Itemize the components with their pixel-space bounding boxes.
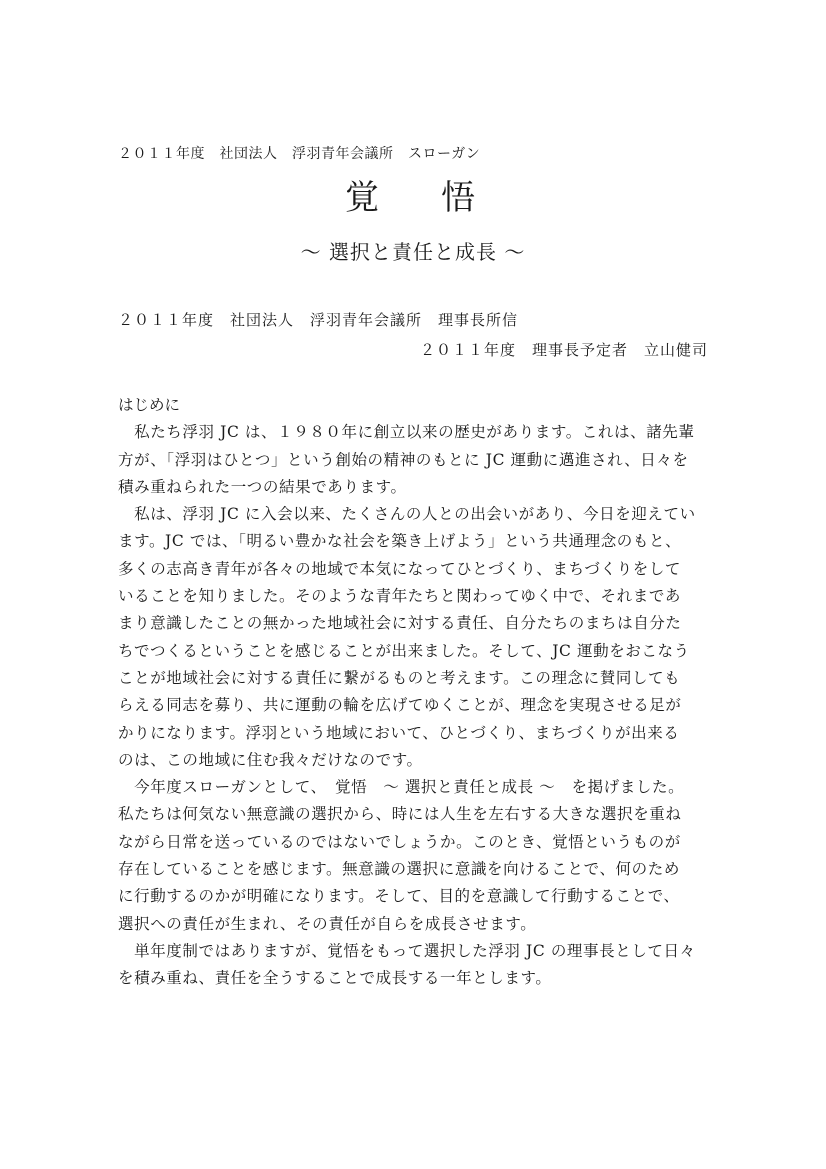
- body-line: 私たちは何気ない無意識の選択から、時には人生を左右する大きな選択を重ね: [118, 805, 682, 824]
- body-line: らえる同志を募り、共に運動の輪を広げてゆくことが、理念を実現させる足が: [118, 696, 682, 715]
- body-line: 存在していることを感じます。無意識の選択に意識を向けることで、何のため: [118, 860, 680, 879]
- slogan-header: ２０１１年度 社団法人 浮羽青年会議所 スローガン: [118, 146, 481, 162]
- body-line: 今年度スローガンとして、 覚悟 ～ 選択と責任と成長 ～ を掲げました。: [118, 778, 685, 797]
- body-line: 単年度制ではありますが、覚悟をもって選択した浮羽 JC の理事長として日々: [118, 941, 696, 960]
- body-line: ながら日常を送っているのではないでしょうか。このとき、覚悟というものが: [118, 832, 681, 851]
- body-line: いることを知りました。そのような青年たちと関わってゆく中で、それまであ: [118, 587, 682, 606]
- body-line: 私は、浮羽 JC に入会以来、たくさんの人との出会いがあり、今日を迎えてい: [118, 505, 696, 524]
- page-subtitle: ～ 選択と責任と成長 ～: [300, 240, 526, 264]
- body-line: ちでつくるということを感じることが出来ました。そして、JC 運動をおこなう: [118, 641, 690, 660]
- body-line: 多くの志高き青年が各々の地域で本気になってひとづくり、まちづくりをして: [118, 559, 682, 578]
- body-line: に行動するのかが明確になります。そして、目的を意識して行動することで、: [118, 887, 680, 906]
- author-line: ２０１１年度 理事長予定者 立山健司: [419, 341, 708, 359]
- page-title: 覚 悟: [345, 178, 489, 218]
- body-text: [118, 392, 710, 993]
- body-line: かりになります。浮羽という地域において、ひとづくり、まちづくりが出来る: [118, 723, 680, 742]
- body-line: ことが地域社会に対する責任に繋がるものと考えます。この理念に賛同しても: [118, 668, 681, 687]
- body-line: ます。JC では、「明るい豊かな社会を築き上げよう」という共通理念のもと、: [118, 532, 682, 551]
- body-line: 私たち浮羽 JC は、１９８０年に創立以来の歴史があります。これは、諸先輩: [118, 423, 695, 442]
- body-line: 選択への責任が生まれ、その責任が自らを成長させます。: [118, 914, 537, 933]
- section-heading: はじめに: [118, 396, 181, 414]
- body-line: まり意識したことの無かった地域社会に対する責任、自分たちのまちは自分た: [118, 614, 682, 633]
- address-header: ２０１１年度 社団法人 浮羽青年会議所 理事長所信: [118, 311, 519, 329]
- body-line: 積み重ねられた一つの結果であります。: [118, 477, 407, 496]
- body-line: を積み重ね、責任を全うすることで成長する一年とします。: [118, 969, 552, 988]
- body-line: のは、この地域に住む我々だけなのです。: [118, 750, 423, 769]
- body-line: 方が、「浮羽はひとつ」という創始の精神のもとに JC 運動に邁進され、日々を: [118, 450, 689, 469]
- paragraph-lines: [118, 419, 710, 992]
